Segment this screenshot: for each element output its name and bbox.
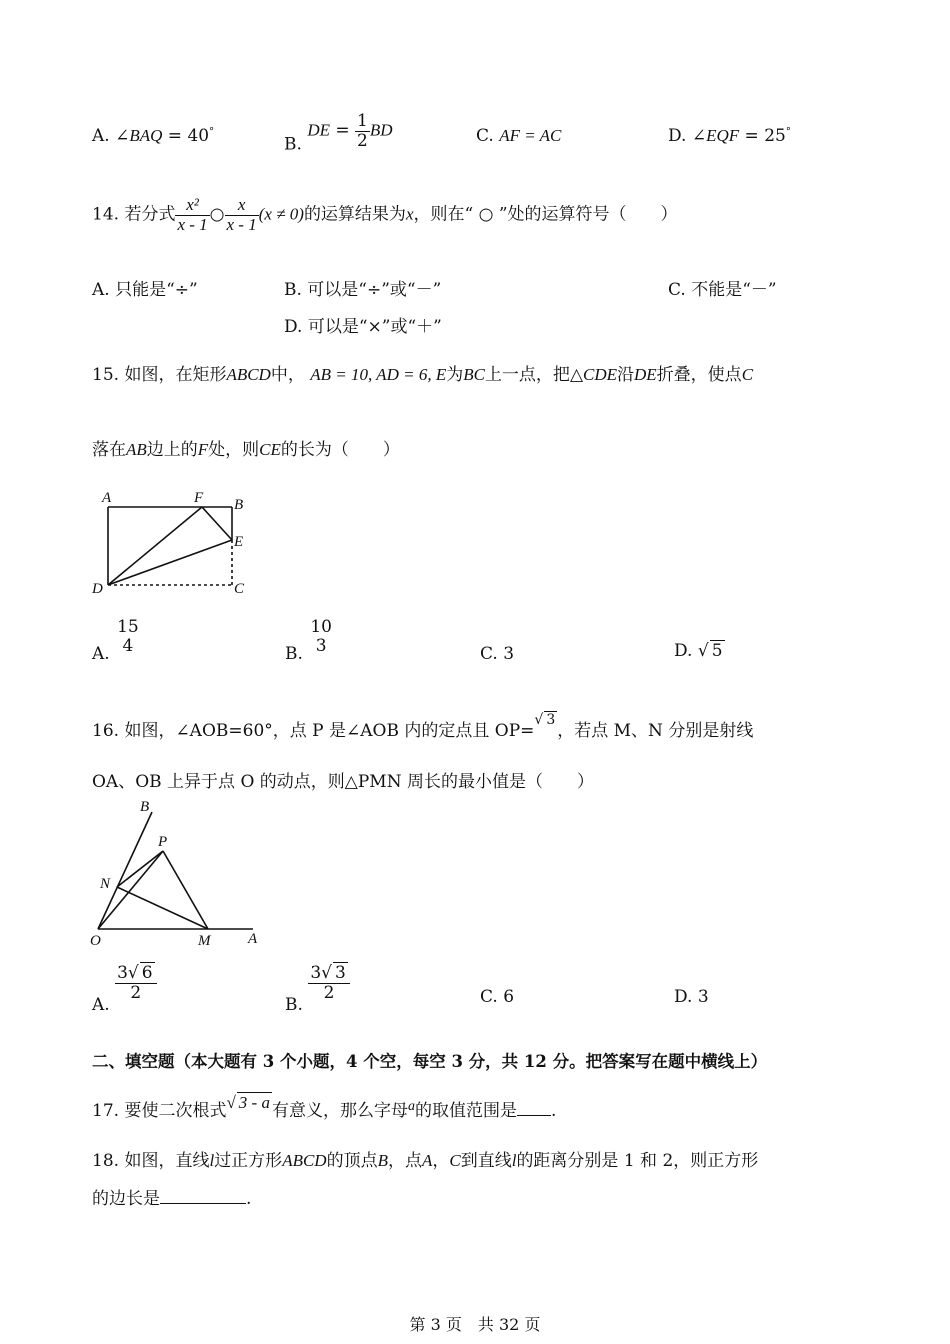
fraction: $\frac{\text{x²}}{x - 1}$ [177, 195, 208, 234]
q16-option-a: A. $\frac{3√ 6}{2}$ [92, 964, 157, 1002]
answer-blank[interactable] [160, 1203, 246, 1204]
q15-option-a: A. 15 4 [92, 617, 139, 665]
q17-stem: 17. 要使二次根式√ 3 - a 有意义，那么字母$^a$的取值范围是 . [92, 1093, 557, 1121]
label-a: A [248, 931, 258, 947]
square-root: √ 3 - a [226, 1093, 270, 1112]
label-b: B [234, 497, 244, 513]
q14-option-a: A. 只能是“÷” [92, 280, 198, 300]
label-a: A [102, 490, 112, 506]
fraction: $\frac{3√ 3}{2}$ [308, 964, 350, 1002]
q13-option-c: C. AF = AC [476, 126, 562, 146]
q15-option-c: C. 3 [480, 644, 515, 664]
q15-rectangle-figure [88, 485, 258, 600]
ray-ob [98, 812, 152, 929]
fraction: $\frac{x}{x - 1}$ [226, 195, 257, 234]
segment-nm [117, 887, 208, 929]
label-e: E [234, 534, 244, 550]
square-root: √ 5 [697, 641, 723, 661]
answer-blank[interactable] [517, 1115, 551, 1116]
q16-stem-line1: 16. 如图，∠AOB=60°，点 P 是∠AOB 内的定点且 OP=√ 3，若点 M、N 分别是射线 [92, 712, 754, 741]
q14-option-d: D. 可以是“×”或“＋” [284, 317, 442, 337]
label-p: P [158, 834, 168, 850]
q15-option-b: B. 10 3 [285, 617, 332, 665]
q14-option-c: C. 不能是“－” [668, 280, 777, 300]
q16-option-d: D. 3 [674, 987, 709, 1007]
q13-option-b: B. DE = $\frac{1}{2}$ BD [284, 111, 393, 155]
operator-circle: ○ [209, 204, 225, 225]
segment-np [117, 851, 163, 887]
square-root: √ 3 [534, 712, 556, 728]
label-m: M [198, 933, 211, 949]
q14-stem: 14. 若分式 $\frac{\text{x²}}{x - 1}$ ○ $\frac{x}{x - 1}$ (x ≠ 0)的运算结果为x，则在“ ○ ”处的运算符号（ ） [92, 195, 678, 234]
fraction: 10 3 [310, 617, 332, 656]
fraction: 15 4 [117, 617, 139, 656]
label-b: B [140, 799, 150, 815]
q13-option-d: D. ∠EQF = 25° [668, 126, 791, 146]
fraction: $\frac{3√ 6}{2}$ [115, 964, 157, 1002]
segment-de [108, 540, 232, 585]
section-heading: 二、填空题（本大题有 3 个小题，4 个空，每空 3 分，共 12 分。把答案写在题中横线上） [92, 1052, 768, 1071]
page-footer: 第 3 页 共 32 页 [409, 1315, 541, 1334]
segment-pm [163, 851, 208, 929]
fraction: $\frac{1}{2}$ [357, 111, 368, 151]
q15-stem-line1: 15. 如图，在矩形ABCD中， AB = 10, AD = 6, E为BC上一点，把△CDE沿DE折叠，使点C [92, 365, 754, 385]
q15-option-d: D. √ 5 [674, 641, 723, 661]
q15-stem-line2: 落在AB边上的F处，则CE的长为（ ） [92, 440, 400, 460]
q14-option-b: B. 可以是“÷”或“－” [284, 280, 442, 300]
label-n: N [100, 876, 111, 892]
label-d: D [92, 581, 103, 597]
q18-stem-line2: 的边长是 . [92, 1189, 252, 1209]
q16-option-c: C. 6 [480, 987, 515, 1007]
q16-angle-figure [88, 795, 268, 955]
label-o: O [90, 933, 101, 949]
segment-fe [202, 507, 232, 540]
square-root: √ 6 [127, 963, 153, 983]
square-root: √ 3 [321, 963, 346, 983]
q16-stem-line2: OA、OB 上异于点 O 的动点，则△PMN 周长的最小值是（ ） [92, 772, 594, 792]
q16-option-b: B. $\frac{3√ 3}{2}$ [285, 964, 350, 1002]
label-f: F [194, 490, 204, 506]
segment-df [108, 507, 202, 585]
q18-stem-line1: 18. 如图，直线l过正方形ABCD的顶点B，点A，C到直线l的距离分别是 1 和 2，则正方形 [92, 1151, 759, 1171]
q13-option-a: A. ∠BAQ = 40° [92, 126, 215, 146]
label-c: C [234, 581, 245, 597]
